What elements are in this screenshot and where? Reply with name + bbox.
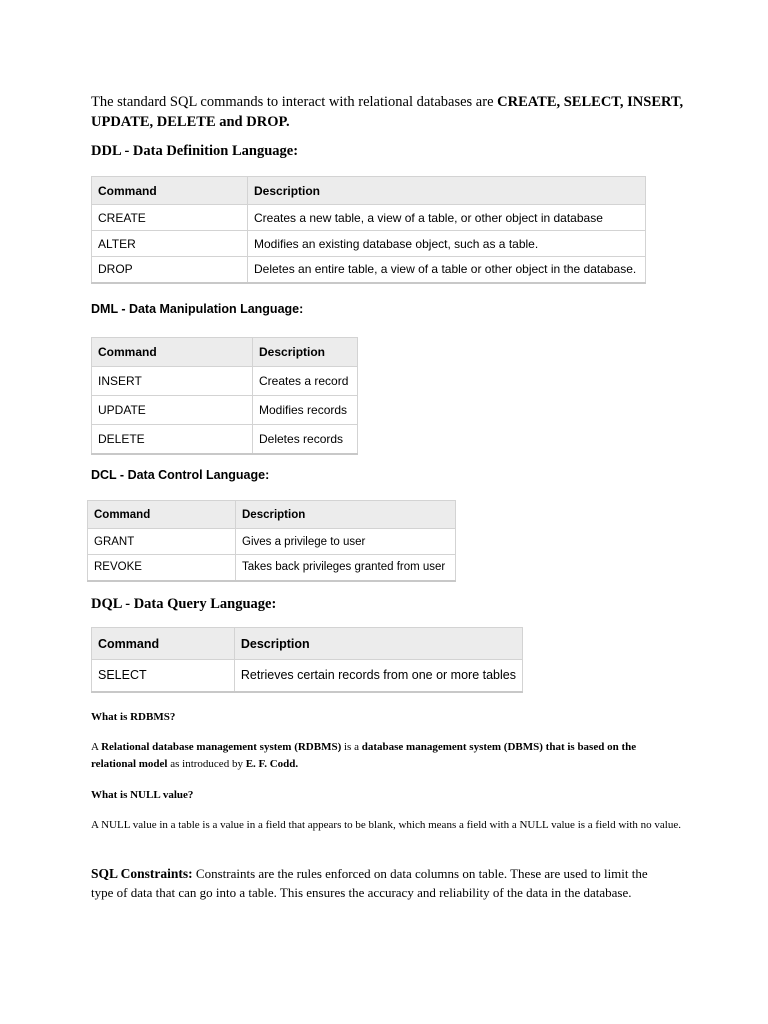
column-header-command: Command (88, 501, 236, 529)
constraints-paragraph (91, 864, 671, 902)
null-heading: What is NULL value? (91, 789, 194, 801)
dml-heading: DML - Data Manipulation Language: (91, 302, 304, 316)
dbms-term: database management system (DBMS) that is based on the relational model (91, 741, 637, 770)
command-cell: ALTER (92, 231, 248, 257)
table-row (92, 425, 358, 454)
codd-name: E. F. Codd. (245, 758, 299, 770)
command-cell: CREATE (92, 205, 248, 231)
dql-heading: DQL - Data Query Language: (91, 596, 277, 612)
rdbms-paragraph (91, 739, 681, 773)
column-header-command: Command (92, 177, 248, 205)
command-cell: GRANT (88, 529, 236, 555)
table-header-row (92, 628, 523, 660)
null-paragraph: A NULL value in a table is a value in a field that appears to be blank, which means a field with a NULL value is a field with no value. (91, 819, 681, 831)
dcl-table (87, 500, 456, 582)
description-cell: Deletes an entire table, a view of a table or other object in the database. (248, 257, 646, 283)
table-row (92, 367, 358, 396)
description-cell: Gives a privilege to user (236, 529, 456, 555)
column-header-description: Description (253, 338, 358, 367)
table-row (88, 555, 456, 581)
command-cell: SELECT (92, 660, 235, 692)
description-cell: Deletes records (253, 425, 358, 454)
ddl-table (91, 176, 646, 284)
table-row (92, 231, 646, 257)
description-cell: Creates a new table, a view of a table, or other object in database (248, 205, 646, 231)
description-cell: Modifies records (253, 396, 358, 425)
rdbms-text: A (91, 741, 102, 753)
command-cell: INSERT (92, 367, 253, 396)
column-header-description: Description (236, 501, 456, 529)
rdbms-heading: What is RDBMS? (91, 711, 176, 723)
table-row (92, 396, 358, 425)
table-row (88, 529, 456, 555)
rdbms-term: Relational database management system (RDBMS) (101, 741, 342, 753)
table-row (92, 660, 523, 692)
column-header-description: Description (234, 628, 522, 660)
command-cell: DROP (92, 257, 248, 283)
dql-table (91, 627, 523, 693)
dml-table (91, 337, 358, 455)
dcl-heading: DCL - Data Control Language: (91, 468, 270, 482)
command-cell: DELETE (92, 425, 253, 454)
column-header-command: Command (92, 338, 253, 367)
rdbms-text: is a (341, 741, 362, 753)
constraints-label: SQL Constraints: (91, 866, 193, 881)
description-cell: Creates a record (253, 367, 358, 396)
table-header-row (92, 338, 358, 367)
intro-commands: CREATE, SELECT, INSERT, UPDATE, DELETE and DROP. (91, 94, 684, 130)
column-header-command: Command (92, 628, 235, 660)
constraints-text: Constraints are the rules enforced on data columns on table. These are used to limit the type of data that can go into a table. This ensures the accuracy and reliability of the data in the database. (91, 866, 648, 900)
column-header-description: Description (248, 177, 646, 205)
table-header-row (92, 177, 646, 205)
ddl-heading: DDL - Data Definition Language: (91, 143, 299, 159)
command-cell: REVOKE (88, 555, 236, 581)
rdbms-text: as introduced by (167, 758, 246, 770)
description-cell: Takes back privileges granted from user (236, 555, 456, 581)
description-cell: Retrieves certain records from one or more tables (234, 660, 522, 692)
table-header-row (88, 501, 456, 529)
intro-text: The standard SQL commands to interact with relational databases are (91, 94, 498, 110)
intro-paragraph (91, 92, 691, 132)
description-cell: Modifies an existing database object, such as a table. (248, 231, 646, 257)
table-row (92, 257, 646, 283)
table-row (92, 205, 646, 231)
command-cell: UPDATE (92, 396, 253, 425)
